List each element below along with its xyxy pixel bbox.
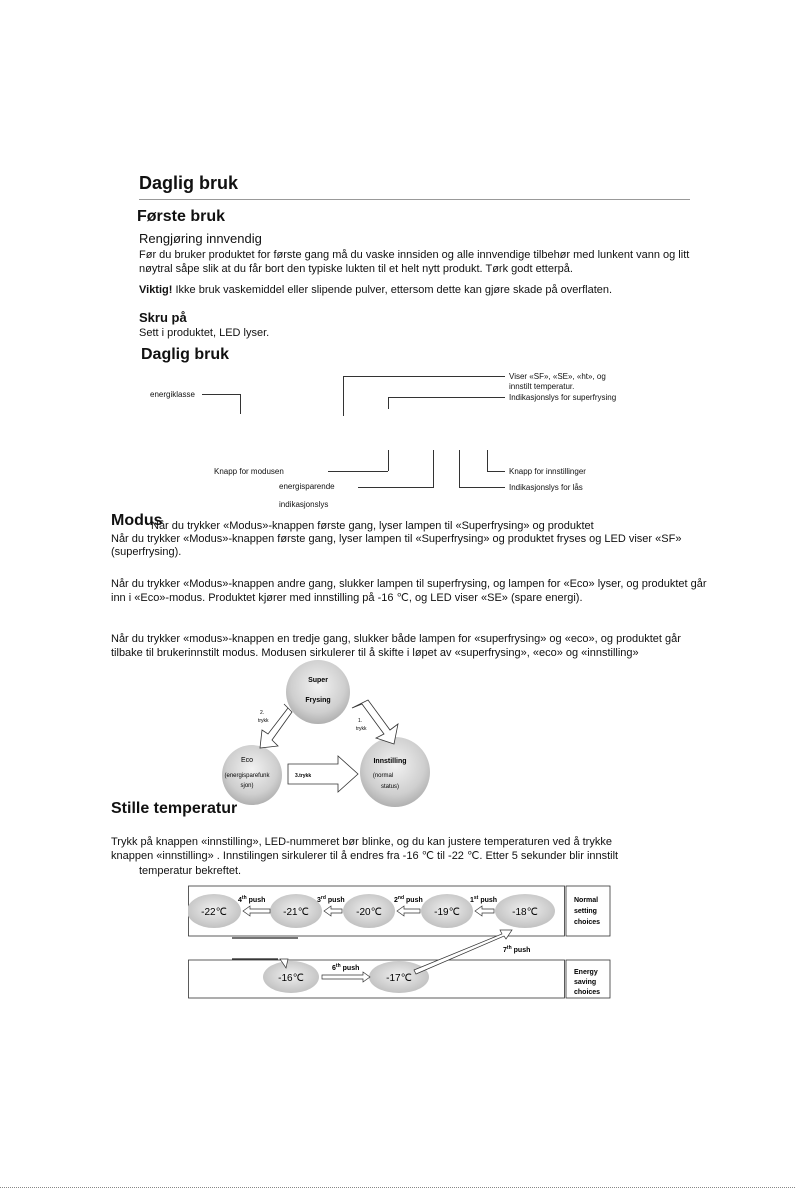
modus-p2-line2: inn i «Eco»-modus. Produktet kjører med innstilling på -16 ℃, og LED viser «SE» (spare energi). <box>111 592 583 604</box>
super-label-2: Frysing <box>305 697 331 704</box>
super-freeze-circle <box>286 660 350 724</box>
arrow-push-6 <box>322 972 370 982</box>
eco-label-1: Eco <box>240 757 254 764</box>
label-display-1: Viser «SF», «SE», «ht», og <box>509 372 606 381</box>
mode-cycle-diagram <box>200 660 450 810</box>
important-text: Ikke bruk vaskemiddel eller slipende pulver, ettersom dette kan gjøre skade på overflaten. <box>175 284 613 296</box>
leader-lock-v <box>459 450 460 488</box>
label-eco-light-2: indikasjonslys <box>279 500 329 509</box>
push-2-label: 2nd push <box>394 895 423 904</box>
normal-legend-3: choices <box>574 919 601 926</box>
energy-legend-2: saving <box>574 979 597 986</box>
leader-display-h <box>343 376 505 377</box>
arrow-push-1 <box>475 906 494 916</box>
leader-display-v <box>343 376 344 416</box>
modus-p1-line1: Når du trykker «Modus»-knappen første gang, lyser lampen til «Superfrysing» og produktet fryses og LED viser «SF» <box>111 533 682 545</box>
temp-value-19: -19℃ <box>434 907 460 918</box>
leader-superfreeze-h <box>388 397 505 398</box>
clean-heading: Rengjøring innvendig <box>139 231 262 246</box>
page-bottom-border <box>0 1187 795 1188</box>
temp-value-17: -17℃ <box>386 973 412 984</box>
energy-legend-1: Energy <box>574 969 598 976</box>
daily-heading: Daglig bruk <box>141 346 230 363</box>
arrow-push-4 <box>243 906 270 916</box>
modus-heading: Modus <box>111 512 163 529</box>
label-display-2: innstilt temperatur. <box>509 382 575 391</box>
press2-label-2: trykk <box>258 718 269 724</box>
arrow-push-2 <box>397 906 420 916</box>
leader-energy-class <box>202 394 240 395</box>
temp-p-line1: Trykk på knappen «innstilling», LED-nummeret bør blinke, og du kan justere temperaturen ved å trykke <box>111 836 612 848</box>
label-superfreeze-light: Indikasjonslys for superfrysing <box>509 393 617 402</box>
push-4-label: 4th push <box>238 895 266 904</box>
leader-superfreeze-v <box>388 397 389 409</box>
temp-heading: Stille temperatur <box>111 800 238 817</box>
setting-circle <box>360 737 430 807</box>
leader-mode-h <box>328 471 388 472</box>
press1-label-1: 1. <box>358 718 363 724</box>
modus-p2-line1: Når du trykker «Modus»-knappen andre gang, slukker lampen til superfrysing, og lampen for «Eco» lyser, og produktet går <box>111 578 707 590</box>
push-7-label: 7th push <box>503 945 531 954</box>
modus-p1-line2: (superfrysing). <box>111 546 182 558</box>
push-3-label: 3rd push <box>317 895 345 904</box>
clean-text-2: nøytral såpe slik at du får bort den typiske lukten til et helt nytt produkt. Tørk godt etterpå. <box>139 263 573 275</box>
modus-p3-line1: Når du trykker «modus»-knappen en tredje gang, slukker både lampen for «superfrysing» og «eco», og produktet går <box>111 633 681 645</box>
temp-cycle-diagram <box>188 880 618 1005</box>
modus-p3-line2: tilbake til brukerinnstilt modus. Modusen sirkulerer til å skifte i løpet av «superfrysing», «eco» og «innstilling» <box>111 647 639 659</box>
eco-label-2: (energisparefunk <box>224 773 270 779</box>
leader-eco-v <box>433 450 434 488</box>
label-lock-light: Indikasjonslys for lås <box>509 483 583 492</box>
label-energy-class: energiklasse <box>150 390 195 399</box>
arrow-press-2 <box>260 704 292 748</box>
temp-p-line3: temperatur bekreftet. <box>139 865 242 877</box>
arrow-push-3 <box>324 906 342 916</box>
eco-label-3: sjon) <box>240 783 254 789</box>
switch-on-heading: Skru på <box>139 310 187 325</box>
temp-value-16: -16℃ <box>278 973 304 984</box>
super-label-1: Super <box>308 677 328 684</box>
press2-label-1: 2. <box>260 710 265 716</box>
press1-label-2: trykk <box>356 726 367 732</box>
setting-label-1: Innstilling <box>373 758 407 765</box>
clean-text-1: Før du bruker produktet for første gang må du vaske innsiden og alle innvendige tilbehør med lunkent vann og litt <box>139 249 690 261</box>
temp-value-18: -18℃ <box>512 907 538 918</box>
leader-settings-h <box>487 471 505 472</box>
normal-legend-2: setting <box>574 908 597 915</box>
leader-mode-v <box>388 450 389 471</box>
normal-legend-1: Normal <box>574 897 599 904</box>
arrow-push-7 <box>414 930 512 974</box>
important-note <box>139 283 612 297</box>
leader-eco-h <box>358 487 433 488</box>
setting-label-2: (normal <box>372 773 394 779</box>
label-mode-button: Knapp for modusen <box>214 467 284 476</box>
leader-settings-v <box>487 450 488 472</box>
leader-lock-h <box>459 487 505 488</box>
push-6-label: 6th push <box>332 963 360 972</box>
label-eco-light-1: energisparende <box>279 482 335 491</box>
leader-energy-class-v <box>240 394 241 414</box>
setting-label-3: status) <box>380 784 400 790</box>
push-1-label: 1st push <box>470 895 498 904</box>
temp-value-20: -20℃ <box>356 907 382 918</box>
press3-label: 3.trykk <box>295 773 312 779</box>
energy-legend-3: choices <box>574 989 601 996</box>
page-title: Daglig bruk <box>139 173 239 193</box>
temp-value-21: -21℃ <box>283 907 309 918</box>
modus-overlap-text: Når du trykker «Modus»-knappen første gang, lyser lampen til «Superfrysing» og produktet <box>151 520 594 532</box>
temp-p-line2: knappen «innstilling» . Innstilingen sirkulerer til å endres fra -16 ℃ til -22 ℃. Etter 5 sekunder blir innstilt <box>111 850 619 862</box>
title-rule <box>139 199 690 200</box>
first-use-heading: Første bruk <box>137 208 226 225</box>
temp-value-22: -22℃ <box>201 907 227 918</box>
switch-on-text: Sett i produktet, LED lyser. <box>139 327 270 339</box>
label-settings-button: Knapp for innstillinger <box>509 467 586 476</box>
important-label: Viktig! <box>139 284 173 296</box>
